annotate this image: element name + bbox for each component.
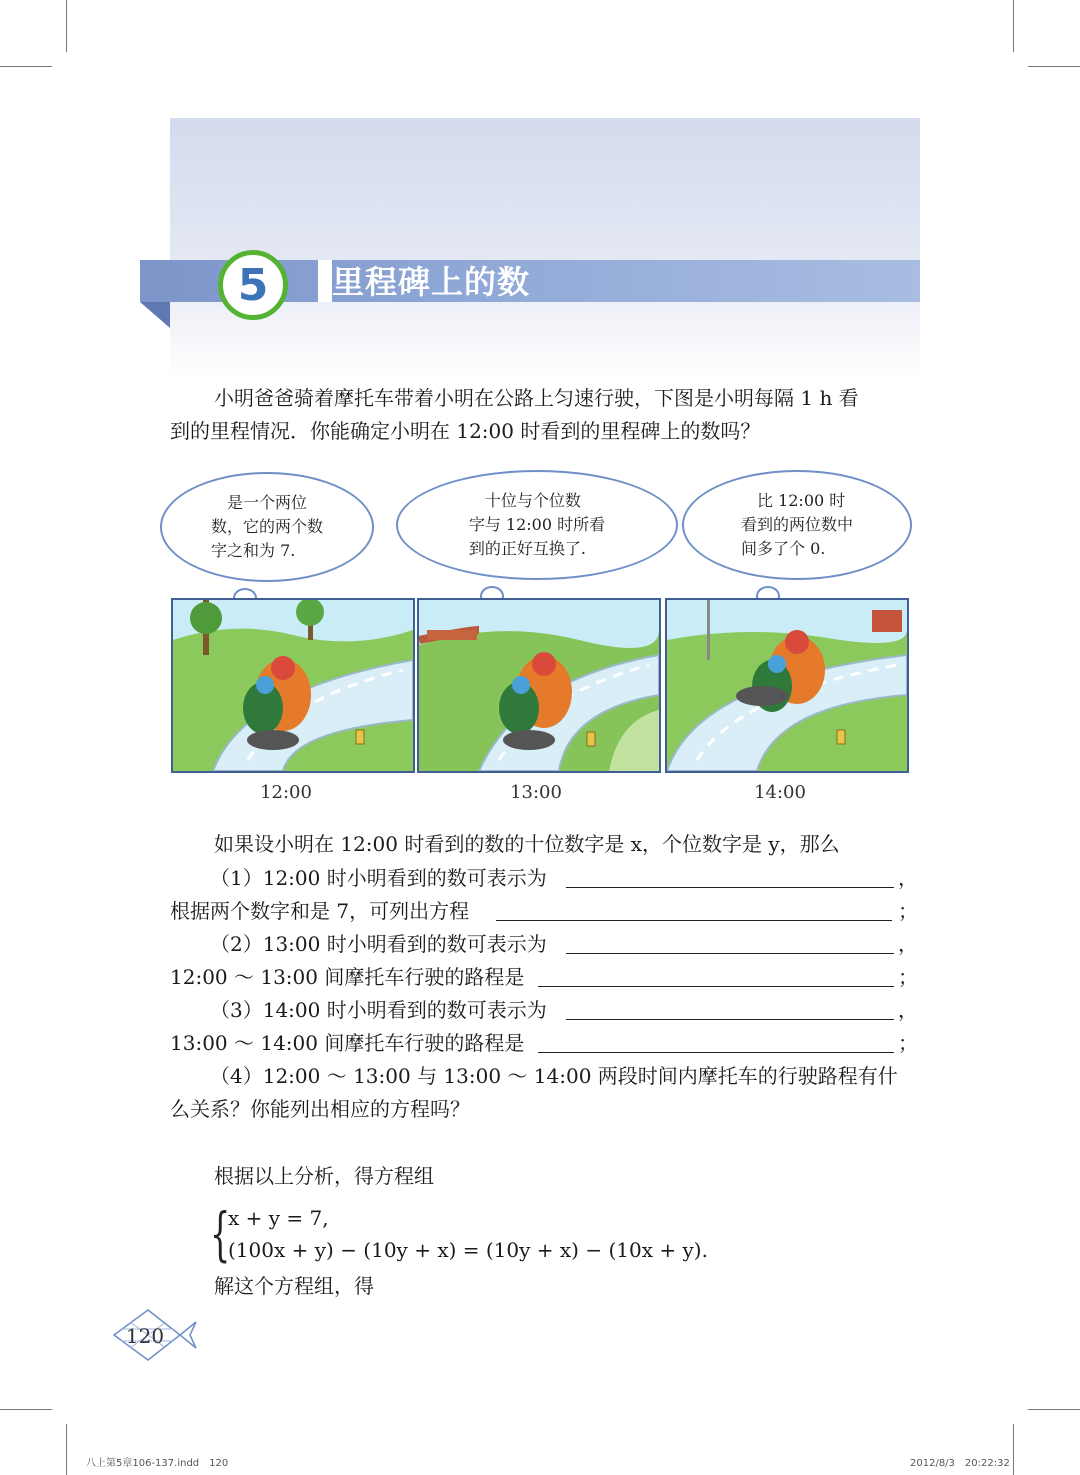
comic-panel-3-illustration [667,600,907,771]
title-band-fold [140,302,170,328]
section-header-background [170,118,920,380]
answer-blank-1b[interactable] [496,920,892,921]
bubble-1-line-3: 字之和为 7. [210,541,296,560]
bubble-3-line-3: 间多了个 0. [740,539,826,558]
time-label-2: 13:00 [510,782,562,803]
crop-mark [66,1424,67,1475]
intro-line-1: 小明爸爸骑着摩托车带着小明在公路上匀速行驶，下图是小明每隔 1 h 看 [214,386,859,410]
question-3b: 13:00 ～ 14:00 间摩托车行驶的路程是 [170,1031,525,1055]
comic-panel-1 [171,598,415,773]
bubble-2-line-2: 字与 12:00 时所看 [468,515,606,534]
setup-sentence: 如果设小明在 12:00 时看到的数的十位数字是 x，个位数字是 y，那么 [214,832,840,856]
answer-blank-1a[interactable] [566,887,894,888]
comic-panel-2-illustration [419,600,659,771]
answer-blank-2a[interactable] [566,953,894,954]
thought-bubble-3 [682,470,912,580]
punct-comma: ， [898,866,918,890]
punct-comma: ， [898,998,918,1022]
bubble-3-line-1: 比 12:00 时 [740,491,846,510]
footer-file-info: 八上第5章106-137.indd 120 [86,1458,229,1469]
thought-bubble-2 [396,470,678,580]
equation-2: (100x + y) − (10y + x) = (10y + x) − (10x + y). [228,1238,708,1262]
time-label-1: 12:00 [260,782,312,803]
punct-semicolon: ； [898,899,918,923]
time-label-3: 14:00 [754,782,806,803]
thought-bubble-1 [160,472,374,582]
equation-brace: { [210,1200,231,1268]
crop-mark [0,66,52,67]
question-1b: 根据两个数字和是 7，可列出方程 [170,899,470,923]
answer-blank-3a[interactable] [566,1019,894,1020]
comic-panel-1-illustration [173,600,413,771]
crop-mark [0,1409,52,1410]
question-1a: （1）12:00 时小明看到的数可表示为 [210,866,547,890]
solve-sentence: 解这个方程组，得 [214,1274,374,1298]
comic-panel-2 [417,598,661,773]
answer-blank-2b[interactable] [538,986,894,987]
bubble-2-line-1: 十位与个位数 [468,491,581,510]
section-number: 5 [237,259,269,311]
footer-timestamp: 2012/8/3 20:22:32 [910,1458,1010,1469]
bubble-1-line-2: 数，它的两个数 [210,517,323,536]
intro-line-2: 到的里程情况．你能确定小明在 12:00 时看到的里程碑上的数吗？ [170,419,761,443]
bubble-2-line-3: 到的正好互换了. [468,539,586,558]
punct-semicolon: ； [898,1031,918,1055]
crop-mark [1013,0,1014,52]
answer-blank-3b[interactable] [538,1052,894,1053]
bubble-1-line-1: 是一个两位 [210,493,307,512]
section-number-badge [218,250,288,320]
crop-mark [1028,1409,1080,1410]
comic-panel-3 [665,598,909,773]
question-4b: 么关系？你能列出相应的方程吗？ [170,1097,470,1121]
analysis-lead: 根据以上分析，得方程组 [214,1164,434,1188]
crop-mark [1013,1424,1014,1475]
question-2a: （2）13:00 时小明看到的数可表示为 [210,932,547,956]
section-title: 里程碑上的数 [332,263,531,301]
question-4a: （4）12:00 ～ 13:00 与 13:00 ～ 14:00 两段时间内摩托车的行驶路程有什 [210,1064,898,1088]
crop-mark [66,0,67,52]
punct-comma: ， [898,932,918,956]
question-2b: 12:00 ～ 13:00 间摩托车行驶的路程是 [170,965,525,989]
punct-semicolon: ； [898,965,918,989]
bubble-3-line-2: 看到的两位数中 [740,515,853,534]
equation-1: x + y = 7, [228,1206,329,1230]
page-number: 120 [125,1324,165,1348]
question-3a: （3）14:00 时小明看到的数可表示为 [210,998,547,1022]
crop-mark [1028,66,1080,67]
title-band-gap [318,260,332,302]
